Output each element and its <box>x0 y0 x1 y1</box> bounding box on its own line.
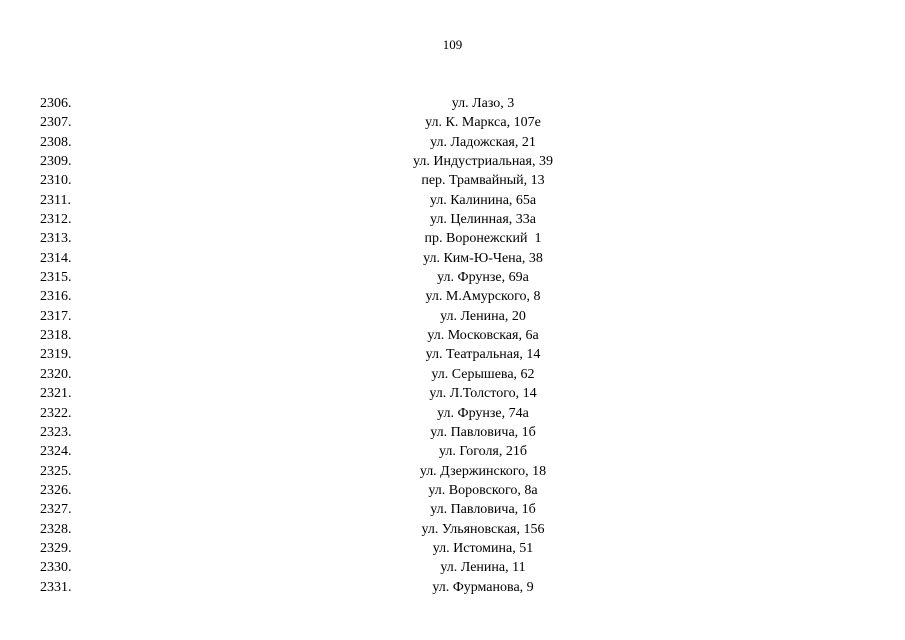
list-item <box>0 268 905 287</box>
row-address: ул. Индустриальная, 39 <box>413 154 553 170</box>
row-address: ул. Павловича, 1б <box>430 424 536 440</box>
row-address: ул. Павловича, 1б <box>430 502 536 518</box>
row-number: 2316. <box>40 289 72 305</box>
row-number: 2315. <box>40 270 72 286</box>
row-number: 2320. <box>40 366 72 382</box>
list-item <box>0 539 905 558</box>
list-item <box>0 578 905 597</box>
row-number: 2311. <box>40 192 71 208</box>
row-address: ул. Московская, 6а <box>427 328 539 344</box>
row-address: ул. Ленина, 20 <box>440 308 526 324</box>
row-address: ул. Гоголя, 21б <box>439 444 527 460</box>
row-number: 2317. <box>40 308 72 324</box>
list-item <box>0 287 905 306</box>
row-address: ул. Ульяновская, 156 <box>421 521 545 537</box>
list-item <box>0 171 905 190</box>
row-address: ул. К. Маркса, 107е <box>425 115 541 131</box>
row-number: 2326. <box>40 482 72 498</box>
list-item <box>0 307 905 326</box>
row-number: 2322. <box>40 405 72 421</box>
row-number: 2321. <box>40 386 72 402</box>
row-address: ул. Фрунзе, 74а <box>437 405 529 421</box>
list-item <box>0 423 905 442</box>
page-number: 109 <box>442 37 463 52</box>
row-number: 2309. <box>40 154 72 170</box>
list-item <box>0 326 905 345</box>
row-address: ул. Воровского, 8а <box>428 482 538 498</box>
row-number: 2310. <box>40 173 72 189</box>
row-address: ул. М.Амурского, 8 <box>425 289 541 305</box>
row-number: 2328. <box>40 521 72 537</box>
row-number: 2323. <box>40 424 72 440</box>
row-address: пр. Воронежский 1 <box>424 231 542 247</box>
row-address: ул. Л.Толстого, 14 <box>429 386 537 402</box>
row-number: 2306. <box>40 96 72 111</box>
row-address: ул. Калинина, 65а <box>429 192 537 208</box>
row-address: ул. Целинная, 33а <box>429 212 537 228</box>
row-number: 2307. <box>40 115 72 131</box>
row-number: 2312. <box>40 212 72 228</box>
row-number: 2318. <box>40 328 72 344</box>
row-number: 2308. <box>40 134 72 150</box>
list-item <box>0 558 905 577</box>
row-address: ул. Серышева, 62 <box>431 366 535 382</box>
row-number: 2324. <box>40 444 72 460</box>
list-item <box>0 500 905 519</box>
list-item <box>0 133 905 152</box>
list-item <box>0 113 905 132</box>
list-item <box>0 152 905 171</box>
row-address: ул. Дзержинского, 18 <box>419 463 547 479</box>
list-item <box>0 442 905 461</box>
row-number: 2329. <box>40 540 72 556</box>
row-number: 2319. <box>40 347 72 363</box>
list-item <box>0 345 905 364</box>
row-address: ул. Истомина, 51 <box>432 540 534 556</box>
row-address: ул. Ладожская, 21 <box>430 134 536 150</box>
row-address: ул. Фрунзе, 69а <box>437 270 529 286</box>
row-address: ул. Фурманова, 9 <box>432 579 534 595</box>
list-item <box>0 462 905 481</box>
row-number: 2314. <box>40 250 72 266</box>
row-address: ул. Лазо, 3 <box>451 96 515 111</box>
row-number: 2325. <box>40 463 72 479</box>
list-item <box>0 210 905 229</box>
row-number: 2313. <box>40 231 72 247</box>
row-address: ул. Театральная, 14 <box>425 347 541 363</box>
list-item <box>0 404 905 423</box>
list-item <box>0 249 905 268</box>
list-item <box>0 191 905 210</box>
row-number: 2327. <box>40 502 72 518</box>
list-item <box>0 229 905 248</box>
address-list <box>0 94 905 597</box>
list-item <box>0 94 905 113</box>
list-item <box>0 365 905 384</box>
row-address: ул. Ленина, 11 <box>440 560 526 576</box>
row-address: ул. Ким-Ю-Чена, 38 <box>423 250 543 266</box>
row-number: 2330. <box>40 560 72 576</box>
row-address: пер. Трамвайный, 13 <box>421 173 545 189</box>
row-number: 2331. <box>40 579 72 595</box>
list-item <box>0 481 905 500</box>
list-item <box>0 384 905 403</box>
list-item <box>0 520 905 539</box>
